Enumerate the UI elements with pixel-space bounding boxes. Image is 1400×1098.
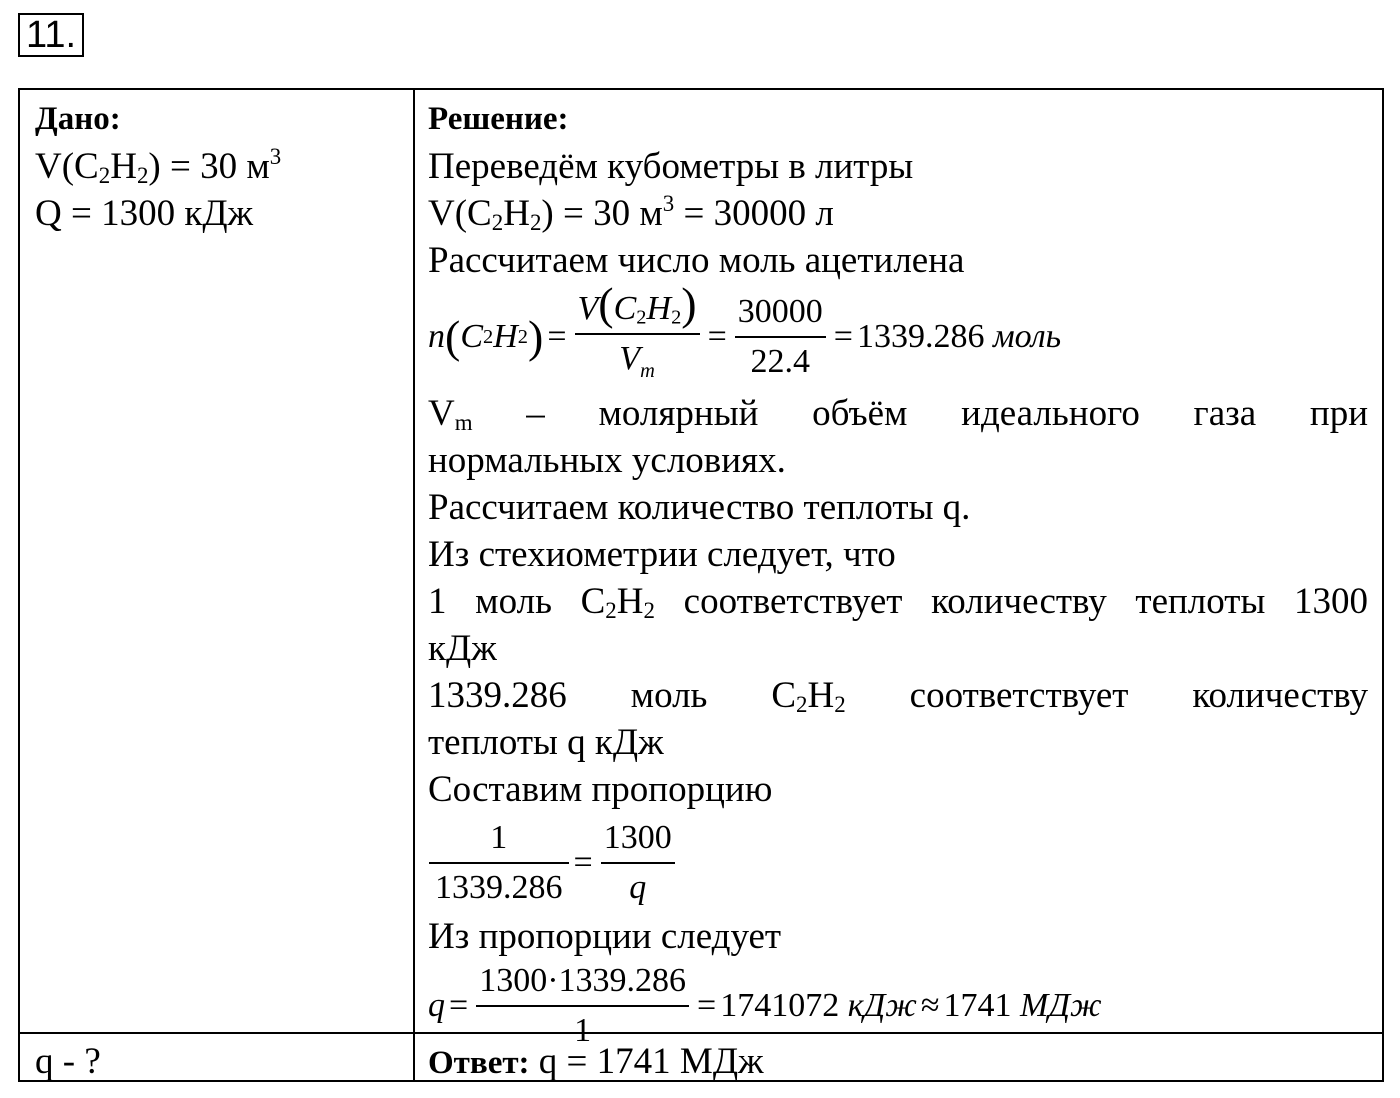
fraction-left: $\frac{1}{1339.286}$ bbox=[432, 816, 566, 910]
solution-line-n-moles: 1339.286 моль $C_2H_2$ соответствует количеству bbox=[428, 675, 1368, 718]
answer-label: Ответ: bbox=[428, 1045, 530, 1081]
solution-line-heat-intro: Рассчитаем количество теплоты q. bbox=[428, 487, 971, 528]
problem-number: 11. bbox=[18, 13, 84, 57]
solution-line-vm-cont: нормальных условиях. bbox=[428, 440, 786, 481]
given-cell bbox=[35, 96, 405, 237]
unknown-cell: q - ? bbox=[35, 1041, 101, 1082]
solution-line-convert: Переведём кубометры в литры bbox=[428, 146, 914, 187]
given-heading: Дано: bbox=[35, 101, 121, 137]
solution-line-volume: $V(C_2H_2) = 30$ $м^3 = 30000$ л bbox=[428, 190, 834, 236]
given-volume: $V(C_2H_2) = 30$ $м^3$ bbox=[35, 143, 282, 189]
fraction-volume-ratio: $\frac{V(C_2H_2)}{V_m}$ bbox=[575, 281, 700, 393]
solution-cell bbox=[428, 96, 1368, 1052]
solution-line-proportion-intro: Составим пропорцию bbox=[428, 769, 773, 810]
fraction-right: $\frac{1300}{q}$ bbox=[601, 816, 675, 910]
solution-line-vm: $V_m$ – молярный объём идеального газа при bbox=[428, 393, 1368, 436]
solution-line-moles-intro: Рассчитаем число моль ацетилена bbox=[428, 240, 965, 281]
solution-line-one-mole: 1 моль $C_2H_2$ соответствует количеству теплоты 1300 bbox=[428, 581, 1368, 624]
answer-cell bbox=[428, 1038, 764, 1087]
equation-moles: n ( C 2 H 2 ) = $\frac{V(C_2H_2)}{V_m}$ = $\frac{30000}{22.4}$ = 1339.286 моль bbox=[428, 284, 1368, 390]
column-divider bbox=[413, 90, 415, 1080]
solution-line-one-mole-cont: кДж bbox=[428, 628, 497, 669]
fraction-heat: $\frac{1300\cdot 1339.286}{1}$ bbox=[476, 959, 689, 1053]
solution-table bbox=[18, 88, 1384, 1082]
equation-heat: q = $\frac{1300\cdot 1339.286}{1}$ = 1741072 кДж ≈ 1741 МДж bbox=[428, 960, 1368, 1052]
equation-proportion: $\frac{1}{1339.286}$ = $\frac{1300}{q}$ bbox=[428, 813, 1368, 913]
given-heat: Q = 1300 кДж bbox=[35, 193, 254, 234]
answer-text: q = 1741 МДж bbox=[529, 1041, 764, 1082]
fraction-numeric: $\frac{30000}{22.4}$ bbox=[735, 290, 826, 384]
solution-line-n-moles-cont: теплоты q кДж bbox=[428, 722, 664, 763]
solution-heading: Решение: bbox=[428, 101, 569, 137]
solution-line-stoich: Из стехиометрии следует, что bbox=[428, 534, 896, 575]
solution-line-result-intro: Из пропорции следует bbox=[428, 916, 782, 957]
